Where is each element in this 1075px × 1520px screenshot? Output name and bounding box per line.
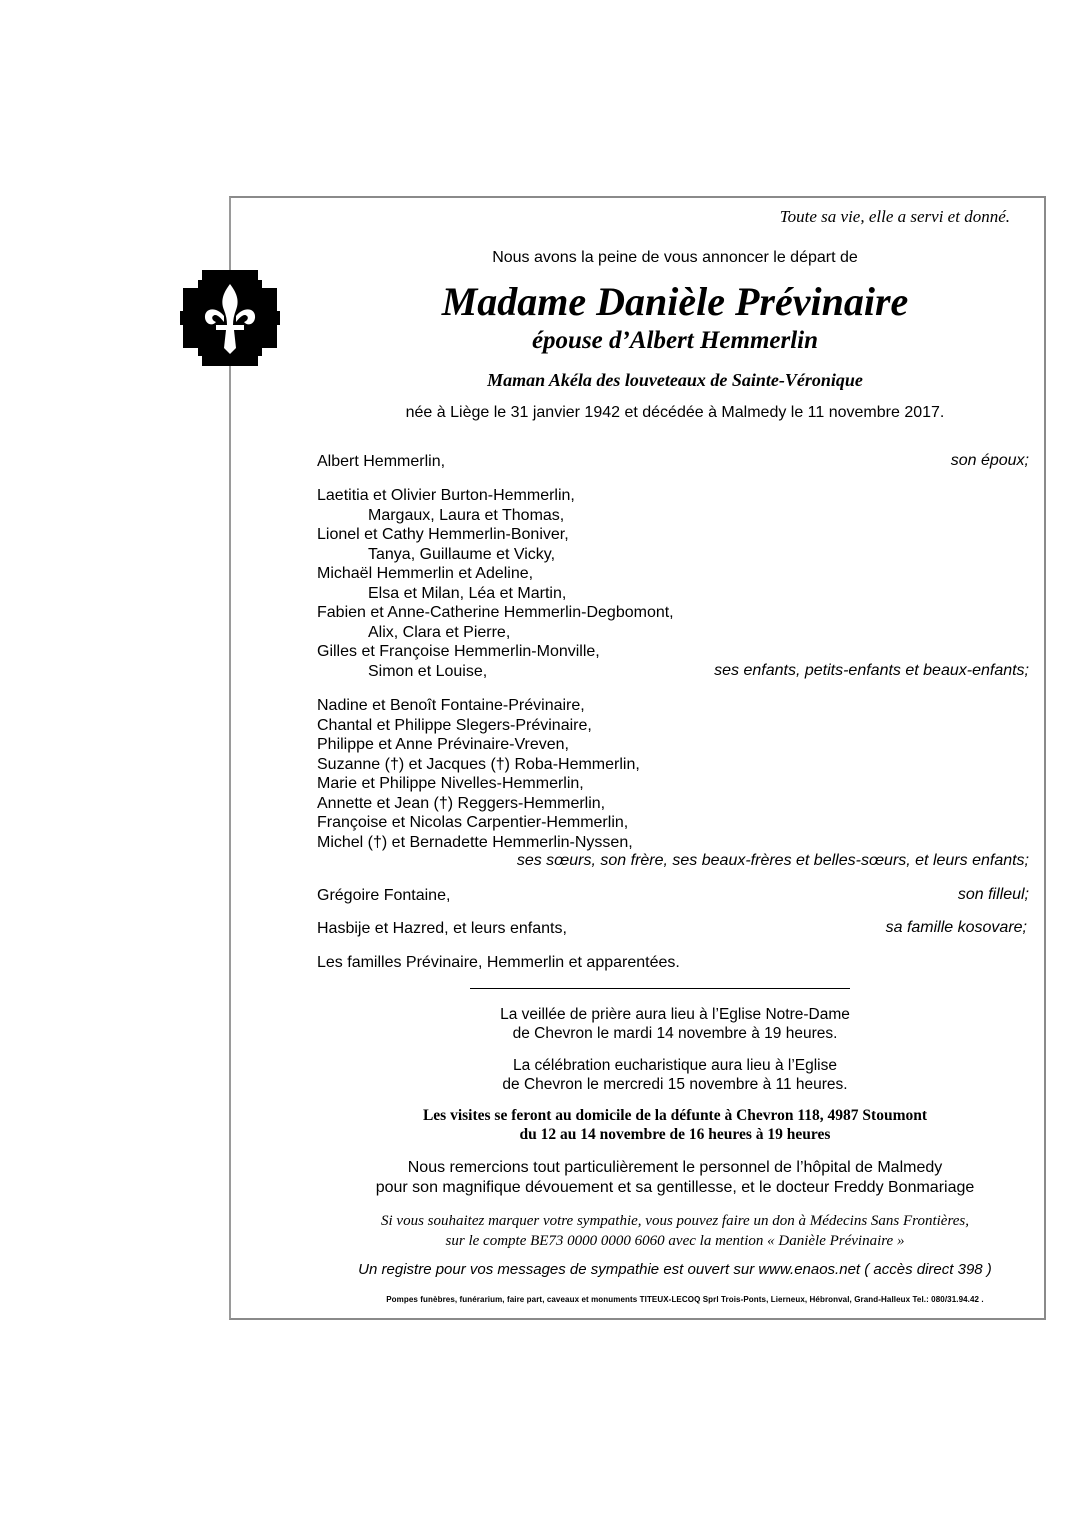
children-block	[317, 486, 674, 681]
visits-line: Les visites se feront au domicile de la défunte à Chevron 118, 4987 Stoumont	[422, 1107, 928, 1124]
condolence-register: Un registre pour vos messages de sympathie est ouvert sur www.enaos.net ( accès direct 398 )	[358, 1261, 992, 1278]
donation-line: sur le compte BE73 0000 0000 6060 avec la mention « Danièle Prévinaire »	[445, 1233, 905, 1249]
grandchildren-line: Simon et Louise,	[368, 662, 488, 680]
mass-info	[330, 1056, 1020, 1094]
children-line: Lionel et Cathy Hemmerlin-Boniver,	[317, 526, 569, 543]
spouse-line: épouse d’Albert Hemmerlin	[531, 327, 819, 354]
role-line: Maman Akéla des louveteaux de Sainte-Véronique	[487, 370, 863, 390]
sibling-line: Nadine et Benoît Fontaine-Prévinaire,	[317, 697, 585, 714]
deceased-name: Madame Danièle Prévinaire	[441, 279, 909, 324]
sibling-line: Suzanne (†) et Jacques (†) Roba-Hemmerlin,	[317, 755, 640, 773]
husband-name: Albert Hemmerlin,	[317, 453, 446, 470]
separator-line	[470, 988, 850, 989]
grandchildren-line: Alix, Clara et Pierre,	[368, 623, 511, 641]
donation-info	[300, 1211, 1050, 1251]
visits-info	[330, 1107, 1020, 1144]
intro-text: Nous avons la peine de vous annoncer le départ de	[492, 249, 858, 266]
sibling-line: Michel (†) et Bernadette Hemmerlin-Nyssen,	[317, 833, 633, 851]
funeral-home-footer: Pompes funèbres, funérarium, faire part, caveaux et monuments TITEUX-LECOQ Sprl Trois-Ponts, Lierneux, Hébronval, Grand-Halleux Tel.: 080/31.94.42 .	[386, 1295, 984, 1304]
children-line: Fabien et Anne-Catherine Hemmerlin-Degbomont,	[317, 604, 674, 621]
sibling-line: Marie et Philippe Nivelles-Hemmerlin,	[317, 775, 584, 792]
grandchildren-line: Margaux, Laura et Thomas,	[368, 506, 565, 524]
sibling-line: Annette et Jean (†) Reggers-Hemmerlin,	[317, 794, 606, 812]
siblings-relation: ses sœurs, son frère, ses beaux-frères et belles-sœurs, et leurs enfants;	[516, 852, 1029, 869]
thanks-line: pour son magnifique dévouement et sa gentillesse, et le docteur Freddy Bonmariage	[375, 1178, 975, 1196]
kosovar-family-relation: sa famille kosovare;	[885, 919, 1027, 936]
mass-line: de Chevron le mercredi 15 novembre à 11 heures.	[502, 1076, 848, 1093]
children-line: Michaël Hemmerlin et Adeline,	[317, 565, 534, 582]
thanks-info	[330, 1158, 1020, 1197]
thanks-line: Nous remercions tout particulièrement le personnel de l’hôpital de Malmedy	[407, 1159, 943, 1176]
godson-relation: son filleul;	[957, 886, 1029, 903]
visits-line: du 12 au 14 novembre de 16 heures à 19 heures	[519, 1125, 831, 1143]
donation-line: Si vous souhaitez marquer votre sympathie, vous pouvez faire un don à Médecins Sans Frontières,	[381, 1213, 969, 1229]
scout-fleur-de-lis-cross-icon	[180, 270, 280, 366]
siblings-block	[317, 696, 640, 852]
mass-line: La célébration eucharistique aura lieu à l’Eglise	[513, 1057, 837, 1074]
vigil-info	[330, 1005, 1020, 1043]
motto: Toute sa vie, elle a servi et donné.	[779, 207, 1010, 226]
vigil-line: La veillée de prière aura lieu à l’Eglise Notre-Dame	[500, 1006, 850, 1023]
children-line: Gilles et Françoise Hemmerlin-Monville,	[317, 643, 600, 660]
vigil-line: de Chevron le mardi 14 novembre à 19 heures.	[512, 1025, 838, 1042]
children-relation: ses enfants, petits-enfants et beaux-enfants;	[714, 662, 1029, 679]
husband-relation: son époux;	[950, 452, 1029, 469]
extended-families: Les familles Prévinaire, Hemmerlin et apparentées.	[317, 954, 680, 971]
grandchildren-line: Elsa et Milan, Léa et Martin,	[368, 584, 567, 602]
godson-name: Grégoire Fontaine,	[317, 887, 451, 904]
sibling-line: Philippe et Anne Prévinaire-Vreven,	[317, 736, 569, 753]
kosovar-family-name: Hasbije et Hazred, et leurs enfants,	[317, 920, 567, 937]
children-line: Laetitia et Olivier Burton-Hemmerlin,	[317, 487, 575, 504]
birth-death-dates: née à Liège le 31 janvier 1942 et décédée à Malmedy le 11 novembre 2017.	[405, 404, 945, 421]
sibling-line: Françoise et Nicolas Carpentier-Hemmerlin,	[317, 814, 629, 831]
sibling-line: Chantal et Philippe Slegers-Prévinaire,	[317, 716, 592, 734]
grandchildren-line: Tanya, Guillaume et Vicky,	[368, 545, 556, 563]
